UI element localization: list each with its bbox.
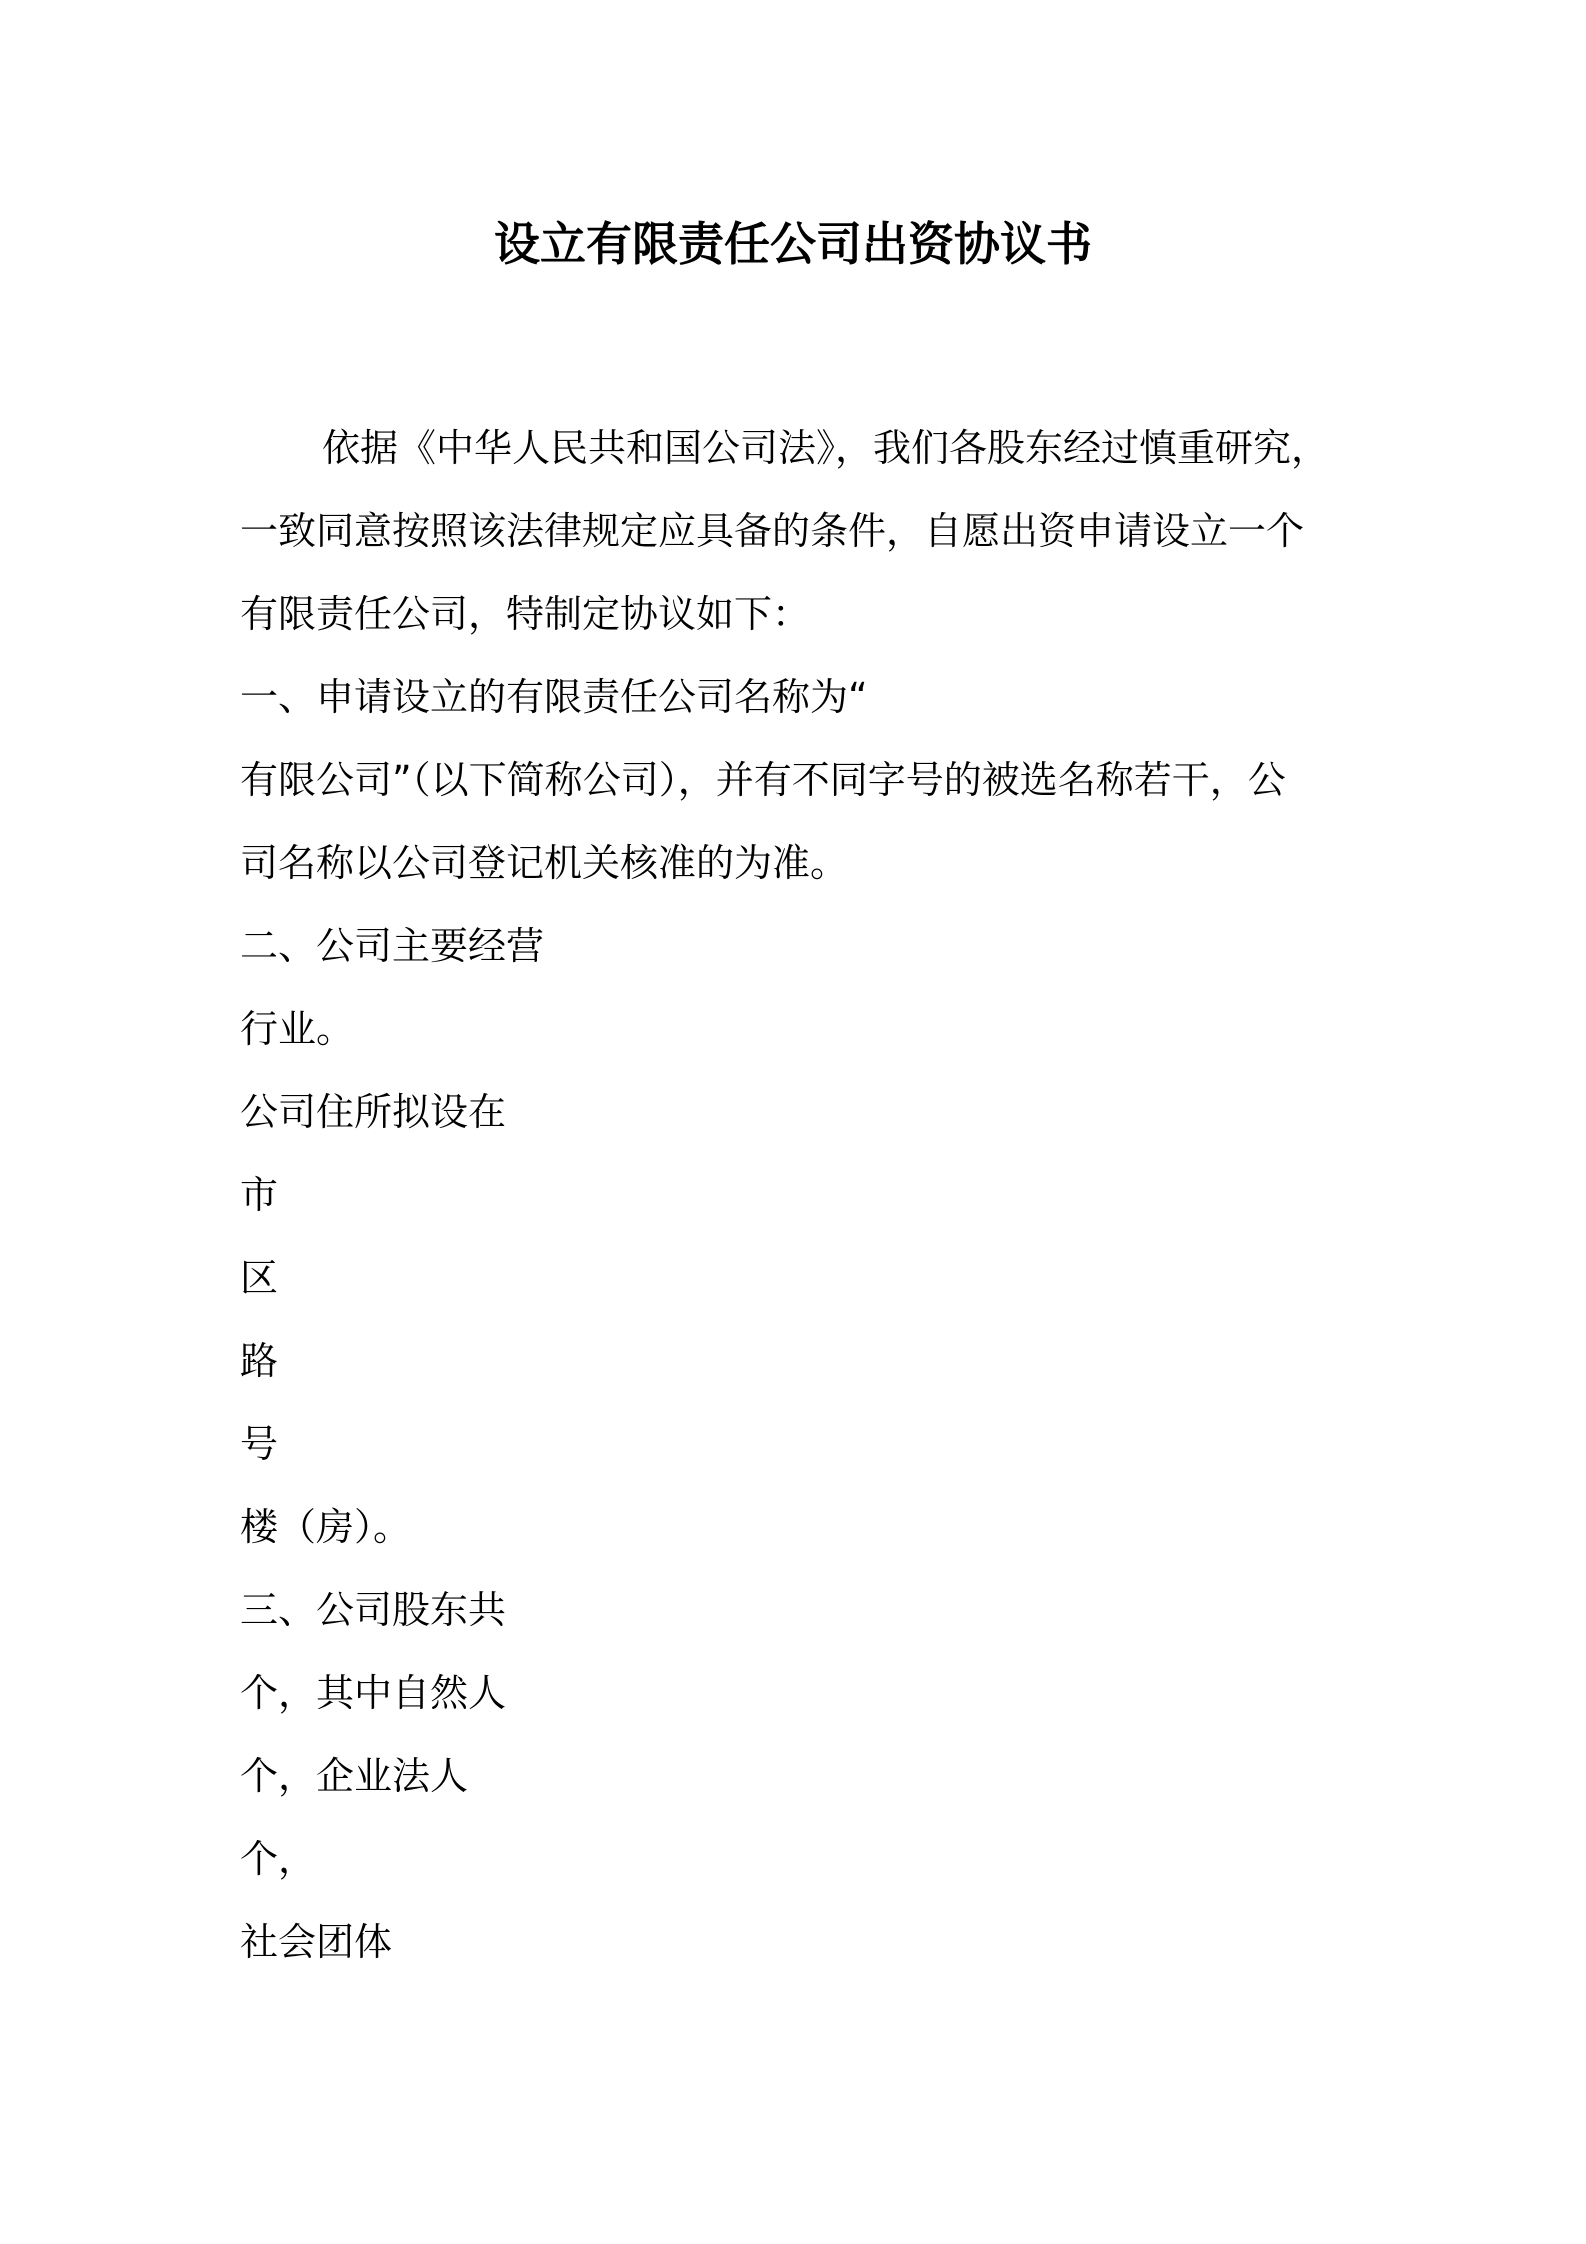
clause-one-line: 有限公司”（以下简称公司），并有不同字号的被选名称若干，公 bbox=[240, 758, 1286, 802]
clause-three-line: 个，其中自然人 bbox=[240, 1671, 507, 1715]
address-line: 楼（房）。 bbox=[240, 1505, 412, 1549]
address-line: 公司住所拟设在 bbox=[240, 1090, 507, 1134]
address-line: 区 bbox=[240, 1256, 279, 1300]
clause-two-line: 二、公司主要经营 bbox=[240, 924, 545, 968]
clause-one-line: 司名称以公司登记机关核准的为准。 bbox=[240, 841, 849, 885]
paragraph-line: 有限责任公司，特制定协议如下： bbox=[240, 592, 811, 636]
clause-one-line: 一、申请设立的有限责任公司名称为“ bbox=[240, 675, 868, 719]
clause-two-line: 行业。 bbox=[240, 1007, 355, 1051]
address-line: 市 bbox=[240, 1173, 279, 1217]
clause-three-line: 个，企业法人 bbox=[240, 1754, 469, 1798]
document-body bbox=[240, 407, 1380, 1984]
paragraph-line: 一致同意按照该法律规定应具备的条件，自愿出资申请设立一个 bbox=[240, 509, 1305, 553]
address-line: 路 bbox=[240, 1339, 279, 1383]
paragraph-line: 依据《中华人民共和国公司法》，我们各股东经过慎重研究， bbox=[322, 426, 1330, 470]
address-line: 号 bbox=[240, 1422, 279, 1466]
clause-three-line: 三、公司股东共 bbox=[240, 1588, 507, 1632]
clause-three-line: 社会团体 bbox=[240, 1920, 393, 1964]
clause-three-line: 个， bbox=[240, 1837, 317, 1881]
document-title: 设立有限责任公司出资协议书 bbox=[494, 217, 1092, 271]
